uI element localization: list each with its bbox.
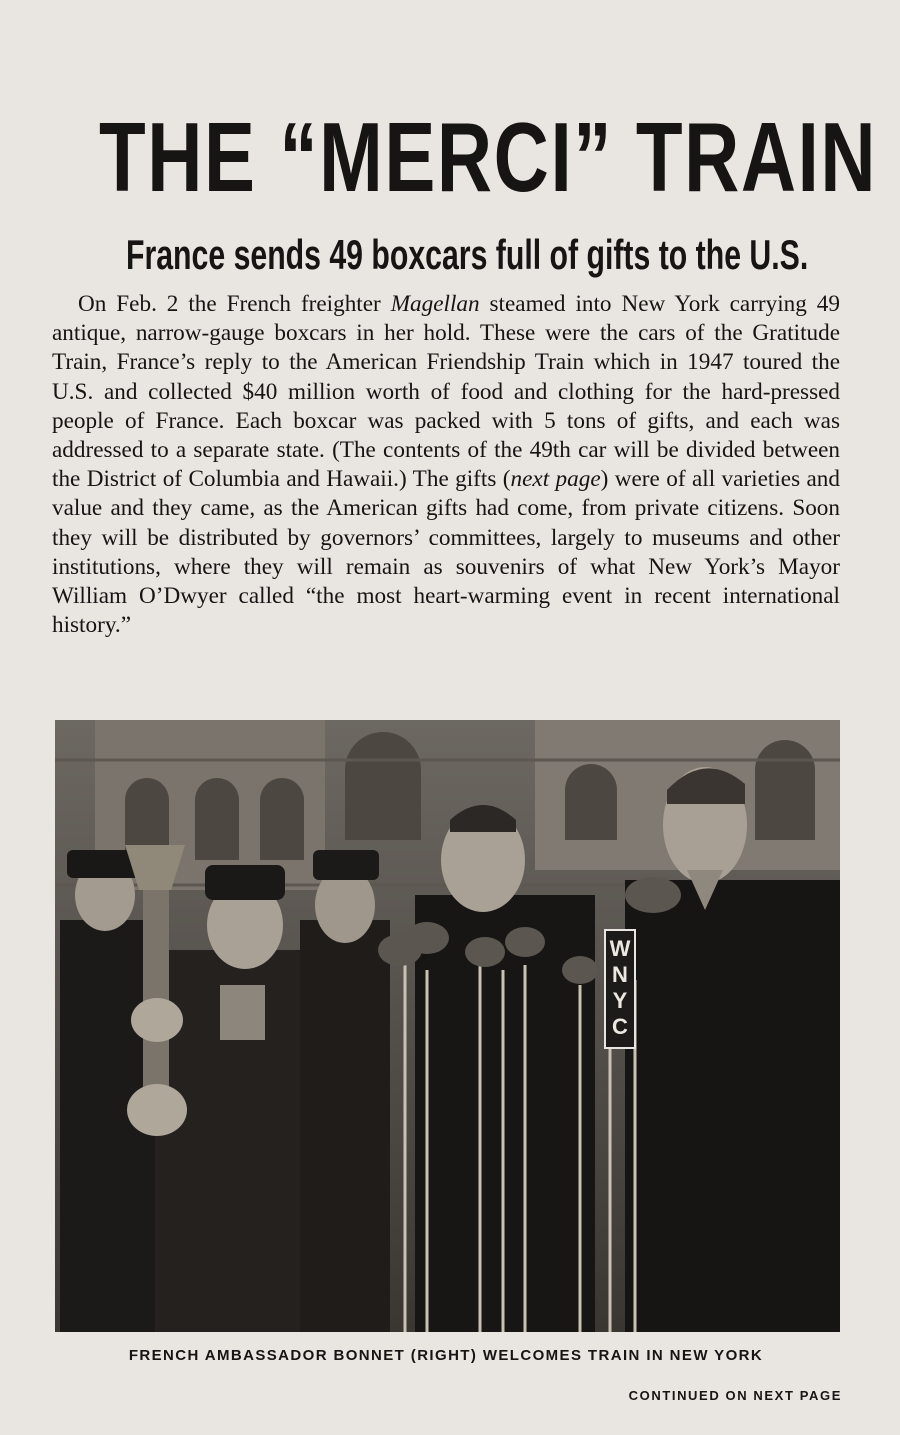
photo-caption: FRENCH AMBASSADOR BONNET (RIGHT) WELCOMES TRAIN IN NEW YORK — [128, 1347, 764, 1364]
ship-name: Magellan — [390, 291, 480, 317]
mic-flag-letter: W — [609, 936, 631, 961]
continued-notice: CONTINUED ON NEXT PAGE — [628, 1388, 842, 1403]
mic-flag-letter: C — [612, 1014, 628, 1039]
article-body — [52, 290, 840, 640]
mic-flag-letter: Y — [612, 988, 628, 1013]
news-photo — [55, 720, 840, 1332]
subheadline: France sends 49 boxcars full of gifts to the U.S. — [126, 230, 809, 278]
mic-flag-letter: N — [612, 962, 628, 987]
body-part-3: ) were of all varieties and value and they came, as the American gifts had come, from private citizens. Soon they will be distributed by governors’ committees, largely to museums and other institutions, where they will remain as souvenirs of what New York’s Mayor William O’Dwyer called “the most heart-warming event in recent international history.” — [52, 466, 840, 639]
body-part-2: steamed into New York carrying 49 antique, narrow-gauge boxcars in her hold. These were the cars of the Gratitude Train, France’s reply to the American Friendship Train which in 1947 toured the U.S. and collected $40 million worth of food and clothing for the hard-pressed people of France. Each boxcar was packed with 5 tons of gifts, and each was addressed to a separate state. (The contents of the 49th car will be divided between the District of Columbia and Hawaii.) The gifts ( — [52, 291, 840, 493]
photo-illustration — [55, 720, 840, 1332]
page-reference: next page — [510, 466, 601, 493]
body-part-1: On Feb. 2 the French freighter — [78, 291, 391, 317]
headline: THE “MERCI” TRAIN — [99, 101, 878, 212]
